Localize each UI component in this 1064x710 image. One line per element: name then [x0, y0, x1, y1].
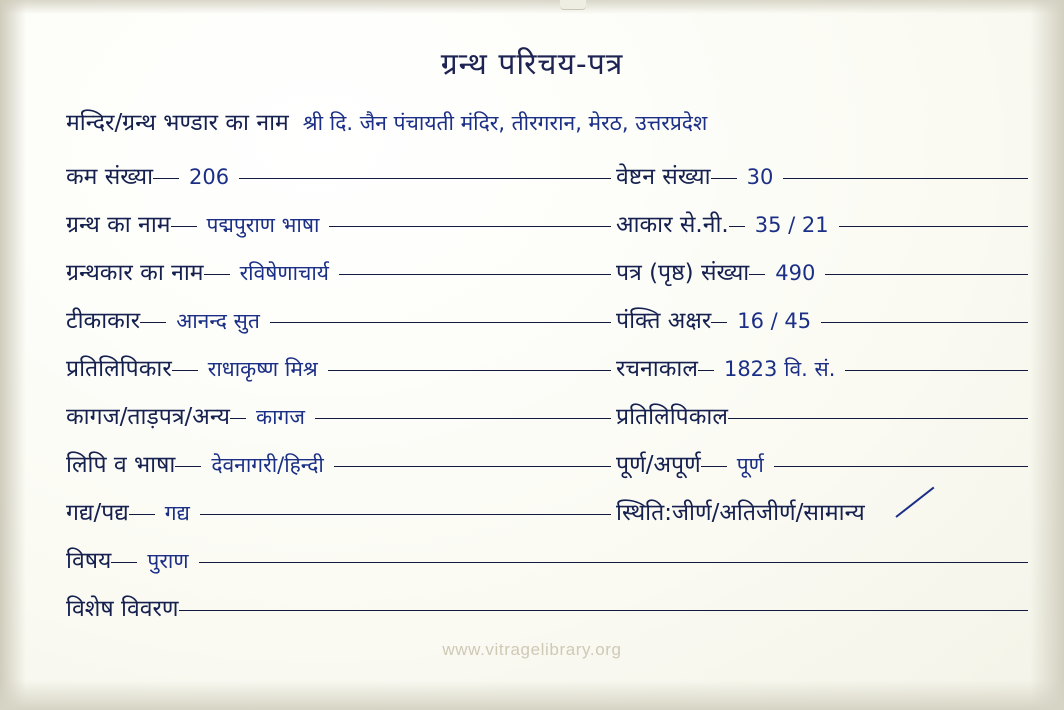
form-row-right-4 — [616, 299, 1028, 339]
field-label: स्थिति:जीर्ण/अतिजीर्ण/सामान्य — [616, 500, 865, 526]
form-row-subject — [66, 539, 1028, 579]
field-label: पत्र (पृष्ठ) संख्या — [616, 260, 750, 286]
field-label: प्रतिलिपिकार — [66, 356, 172, 382]
field-rule — [711, 178, 737, 179]
field-label: लिपि व भाषा — [66, 452, 176, 478]
page-title: ग्रन्थ परिचय-पत्र — [440, 47, 624, 82]
form-row-special — [66, 587, 1028, 627]
field-rule — [172, 370, 198, 371]
field-kram-sankhya — [66, 159, 611, 191]
field-value: 16 / 45 — [737, 309, 812, 333]
paper-edge-left — [0, 0, 26, 710]
field-rule — [701, 466, 727, 467]
field-aakar-cm — [616, 207, 1028, 239]
field-value: राधाकृष्ण मिश्र — [207, 357, 318, 381]
field-label: पंक्ति अक्षर — [616, 308, 712, 334]
field-value: गद्य — [164, 501, 190, 525]
field-label: विषय — [66, 548, 112, 574]
field-rule-tail — [339, 274, 611, 275]
field-value: 206 — [189, 165, 230, 189]
field-label: कम संख्या — [66, 164, 154, 190]
field-rachnakal — [616, 351, 1028, 383]
field-value: पद्मपुराण भाषा — [206, 213, 320, 237]
field-value: देवनागरी/हिन्दी — [211, 453, 324, 477]
field-vishesh-vivaran — [66, 591, 1028, 623]
field-label: रचनाकाल — [616, 356, 698, 382]
field-value: 30 — [746, 165, 774, 189]
form-row-left-5 — [66, 347, 611, 387]
field-value: रविषेणाचार्य — [239, 261, 329, 285]
field-rule-tail — [839, 226, 1028, 227]
field-label: गद्य/पद्य — [66, 500, 129, 526]
field-label: टीकाकार — [66, 308, 141, 334]
field-rule-tail — [328, 370, 611, 371]
field-rule — [140, 322, 166, 323]
field-label: प्रतिलिपिकाल — [616, 404, 728, 430]
watermark: www.vitragelibrary.org — [442, 640, 622, 659]
field-value: आनन्द सुत — [176, 309, 260, 333]
field-rule-tail — [270, 322, 611, 323]
field-veshtan-sankhya — [616, 159, 1028, 191]
temple-name-field — [66, 105, 1026, 137]
form-row-left-4 — [66, 299, 611, 339]
field-pratilipikar — [66, 351, 611, 383]
field-rule-tail — [774, 466, 1028, 467]
field-label: कागज/ताड़पत्र/अन्य — [66, 404, 230, 430]
paper-edge-top — [0, 0, 1064, 14]
field-rule-tail — [728, 418, 1028, 419]
field-rule-tail — [179, 610, 1028, 611]
field-rule-tail — [200, 514, 611, 515]
field-rule — [698, 370, 714, 371]
form-row-right-8 — [616, 491, 1028, 531]
form-row-left-1 — [66, 155, 611, 195]
field-rule — [729, 226, 745, 227]
temple-name-label: मन्दिर/ग्रन्थ भण्डार का नाम — [66, 110, 289, 136]
field-rule-tail — [329, 226, 611, 227]
paper-edge-bottom — [0, 680, 1064, 710]
form-row-right-1 — [616, 155, 1028, 195]
field-pratilipikal — [616, 399, 1028, 431]
form-row-left-7 — [66, 443, 611, 483]
field-label: आकार से.नी. — [616, 212, 729, 238]
field-rule — [171, 226, 197, 227]
temple-name-value: श्री दि. जैन पंचायती मंदिर, तीरगरान, मेरठ, उत्तरप्रदेश — [302, 111, 708, 135]
field-value: 35 / 21 — [754, 213, 829, 237]
form-row-left-8 — [66, 491, 611, 531]
field-rule-tail — [845, 370, 1028, 371]
field-rule-tail — [825, 274, 1028, 275]
paper-edge-right — [1030, 0, 1064, 710]
form-row-right-3 — [616, 251, 1028, 291]
field-rule-tail — [239, 178, 611, 179]
field-rule — [129, 514, 155, 515]
field-patra-sankhya — [616, 255, 1028, 287]
field-rule-tail — [315, 418, 611, 419]
field-value: पूर्ण — [736, 453, 764, 477]
form-row-left-6 — [66, 395, 611, 435]
field-tikakar — [66, 303, 611, 335]
field-rule — [153, 178, 179, 179]
field-rule — [175, 466, 201, 467]
field-pankti-akshar — [616, 303, 1028, 335]
field-label: ग्रन्थ का नाम — [66, 212, 171, 238]
field-rule-tail — [334, 466, 611, 467]
form-row-right-2 — [616, 203, 1028, 243]
field-sthiti — [616, 495, 1028, 527]
field-granthkar-ka-naam — [66, 255, 611, 287]
field-purna-apurna — [616, 447, 1028, 479]
form-row-left-3 — [66, 251, 611, 291]
field-value: कागज — [255, 405, 305, 429]
field-rule-tail — [821, 322, 1028, 323]
field-kagaj-tadpatra-anya — [66, 399, 611, 431]
field-value: 1823 वि. सं. — [723, 357, 836, 381]
field-rule-tail — [783, 178, 1028, 179]
field-label: ग्रन्थकार का नाम — [66, 260, 204, 286]
field-label: पूर्ण/अपूर्ण — [616, 452, 701, 478]
field-rule-tail — [199, 562, 1028, 563]
field-rule — [230, 418, 246, 419]
field-label: विशेष विवरण — [66, 596, 179, 622]
form-row-right-6 — [616, 395, 1028, 435]
field-value: 490 — [775, 261, 816, 285]
field-rule — [749, 274, 765, 275]
form-row-right-5 — [616, 347, 1028, 387]
form-row-left-2 — [66, 203, 611, 243]
form-row-right-7 — [616, 443, 1028, 483]
field-gadya-padya — [66, 495, 611, 527]
field-vishay — [66, 543, 1028, 575]
paper-notch — [560, 0, 586, 10]
field-lipi-va-bhasha — [66, 447, 611, 479]
field-rule — [711, 322, 727, 323]
field-rule — [204, 274, 230, 275]
field-rule — [111, 562, 137, 563]
field-granth-ka-naam — [66, 207, 611, 239]
field-label: वेष्टन संख्या — [616, 164, 711, 190]
field-value: पुराण — [147, 549, 189, 573]
